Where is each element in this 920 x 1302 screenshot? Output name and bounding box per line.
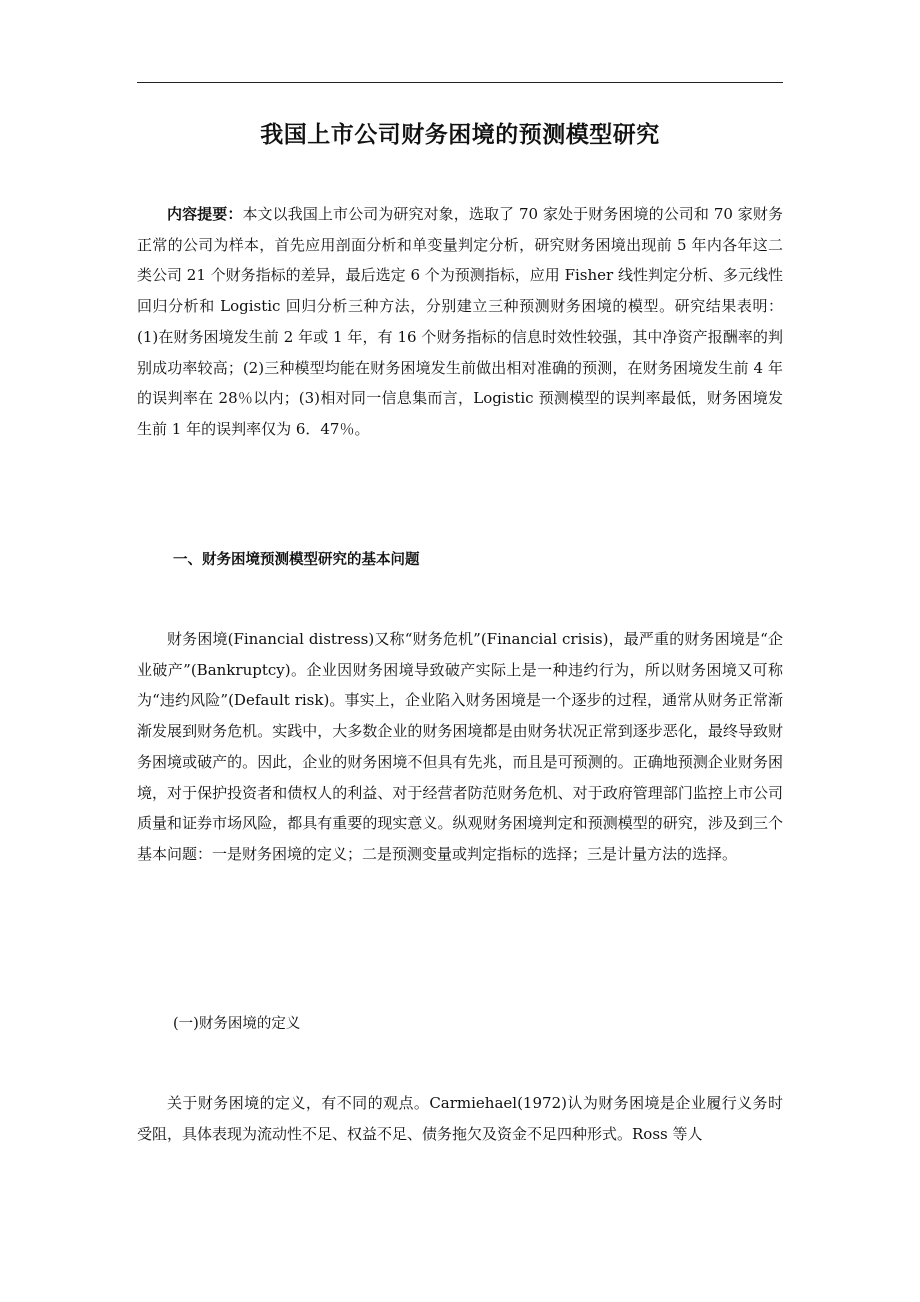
abstract-text: 本文以我国上市公司为研究对象，选取了 70 家处于财务困境的公司和 70 家财务正常的公司为样本，首先应用剖面分析和单变量判定分析，研究财务困境出现前 5 年内各年这二类公司 21 个财务指标的差异，最后选定 6 个为预测指标，应用 Fisher 线性判定分析、多元线性回归分析和 Logistic 回归分析三种方法，分别建立三种预测财务困境的模型。研究结果表明：(1)在财务困境发生前 2 年或 1 年，有 16 个财务指标的信息时效性较强，其中净资产报酬率的判别成功率较高；(2)三种模型均能在财务困境发生前做出相对准确的预测，在财务困境发生前 4 年的误判率在 28％以内；(3)相对同一信息集而言，Logistic 预测模型的误判率最低，财务困境发生前 1 年的误判率仅为 6．47％。 <box>137 205 783 438</box>
abstract-label: 内容提要： <box>167 205 243 223</box>
section-heading: 一、财务困境预测模型研究的基本问题 <box>173 551 420 568</box>
section-paragraph: 财务困境(Financial distress)又称“财务危机”(Financial crisis)，最严重的财务困境是“企业破产”(Bankruptcy)。企业因财务困境导致破产实际上是一种违约行为，所以财务困境又可称为“违约风险”(Default risk)。事实上，企业陷入财务困境是一个逐步的过程，通常从财务正常渐渐发展到财务危机。实践中，大多数企业的财务困境都是由财务状况正常到逐步恶化，最终导致财务困境或破产的。因此，企业的财务困境不但具有先兆，而且是可预测的。正确地预测企业财务困境，对于保护投资者和债权人的利益、对于经营者防范财务危机、对于政府管理部门监控上市公司质量和证券市场风险，都具有重要的现实意义。纵观财务困境判定和预测模型的研究，涉及到三个基本问题：一是财务困境的定义；二是预测变量或判定指标的选择；三是计量方法的选择。 <box>137 630 783 863</box>
header-rule <box>137 82 783 83</box>
abstract-paragraph <box>137 199 783 445</box>
subsection-heading: (一)财务困境的定义 <box>173 1016 301 1032</box>
page-title: 我国上市公司财务困境的预测模型研究 <box>260 121 660 148</box>
subsection-paragraph: 关于财务困境的定义，有不同的观点。Carmiehael(1972)认为财务困境是企业履行义务时受阻，具体表现为流动性不足、权益不足、债务拖欠及资金不足四种形式。Ross 等人 <box>137 1094 783 1143</box>
